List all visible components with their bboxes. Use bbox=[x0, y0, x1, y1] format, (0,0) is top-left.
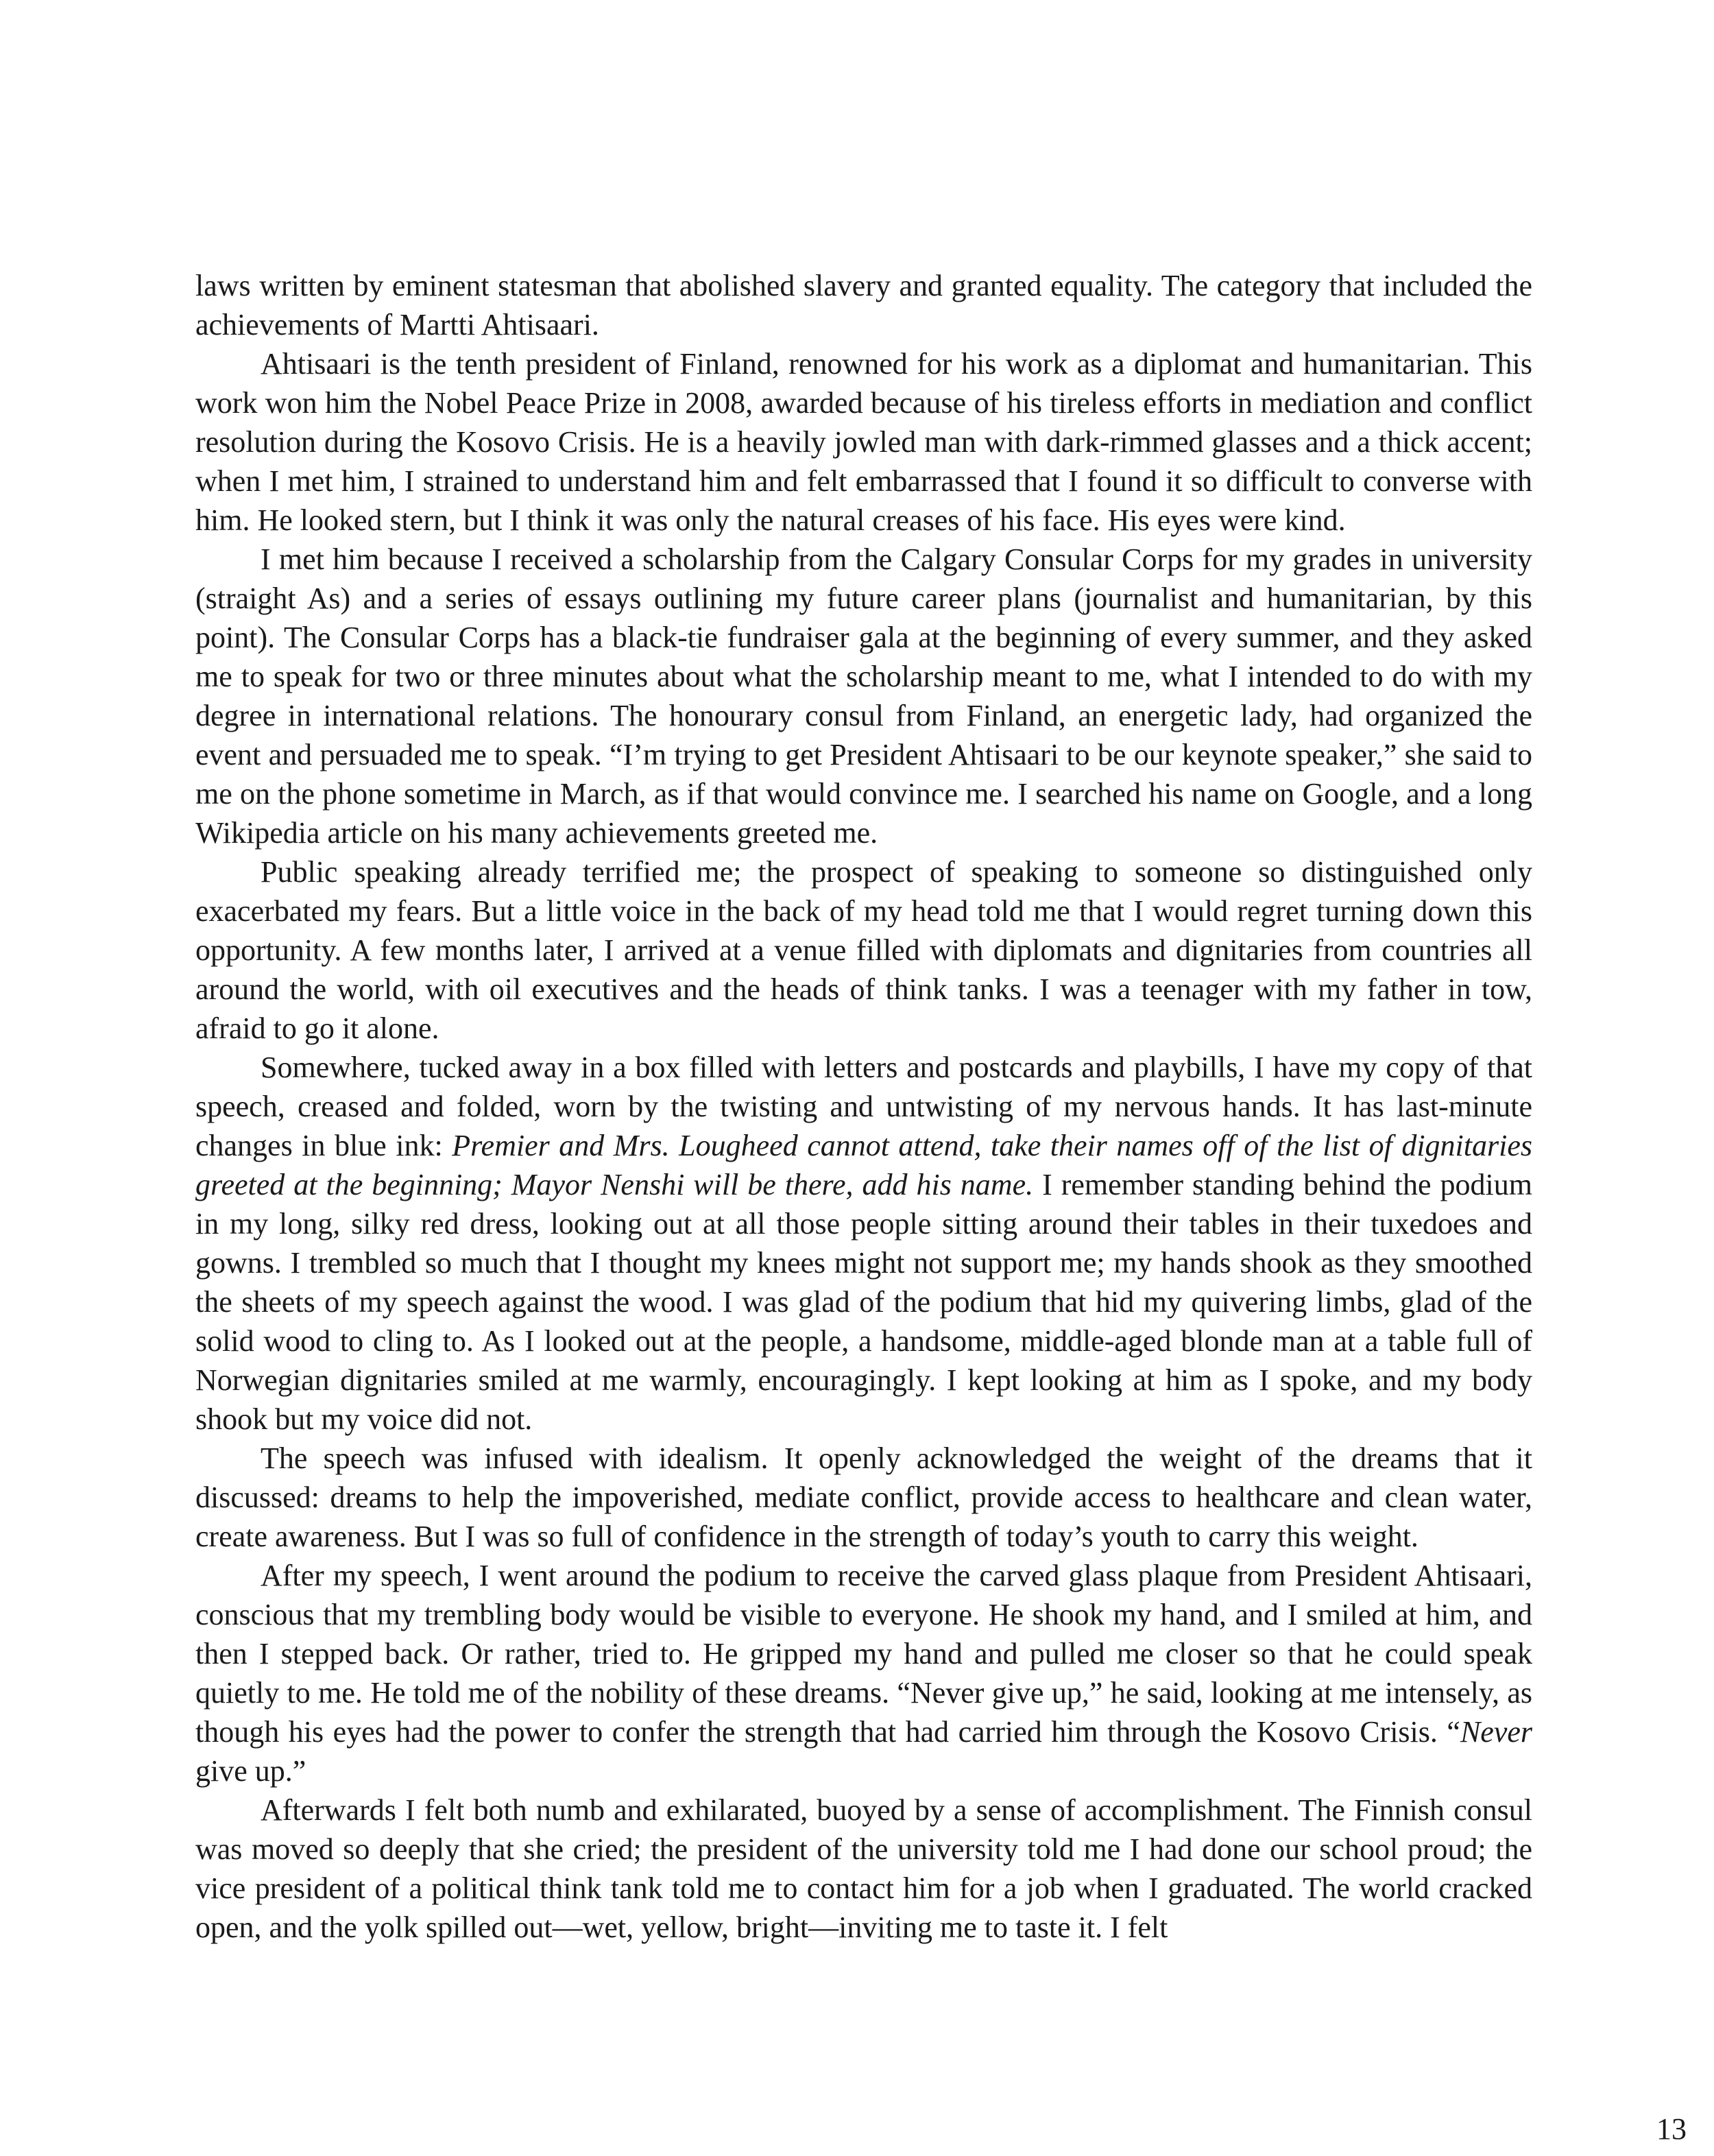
text-run: laws written by eminent statesman that abolished slavery and granted equality. The category that included the achievements of Martti Ahtisaari. bbox=[195, 269, 1532, 342]
text-run: I met him because I received a scholarship from the Calgary Consular Corps for my grades in university (straight As) and a series of essays outlining my future career plans (journalist and humanitarian, by this point). The Consular Corps has a black-tie fundraiser gala at the beginning of every summer, and they asked me to speak for two or three minutes about what the scholarship meant to me, what I intended to do with my degree in international relations. The honourary consul from Finland, an energetic lady, had organized the event and persuaded me to speak. “I’m trying to get President Ahtisaari to be our keynote speaker,” she said to me on the phone sometime in March, as if that would convince me. I searched his name on Google, and a long Wikipedia article on his many achievements greeted me. bbox=[195, 542, 1532, 850]
paragraph bbox=[195, 852, 1532, 1048]
paragraph bbox=[195, 1790, 1532, 1947]
text-run: Ahtisaari is the tenth president of Finland, renowned for his work as a diplomat and humanitarian. This work won him the Nobel Peace Prize in 2008, awarded because of his tireless efforts in mediation and conflict resolution during the Kosovo Crisis. He is a heavily jowled man with dark-rimmed glasses and a thick accent; when I met him, I strained to understand him and felt embarrassed that I found it so difficult to converse with him. He looked stern, but I think it was only the natural creases of his face. His eyes were kind. bbox=[195, 347, 1532, 537]
text-run: Public speaking already terrified me; the prospect of speaking to someone so distinguished only exacerbated my fears. But a little voice in the back of my head told me that I would regret turning down this opportunity. A few months later, I arrived at a venue filled with diplomats and dignitaries from countries all around the world, with oil executives and the heads of think tanks. I was a teenager with my father in tow, afraid to go it alone. bbox=[195, 855, 1532, 1045]
paragraph bbox=[195, 1439, 1532, 1556]
text-run: After my speech, I went around the podium to receive the carved glass plaque from President Ahtisaari, conscious that my trembling body would be visible to everyone. He shook my hand, and I smiled at him, and then I stepped back. Or rather, tried to. He gripped my hand and pulled me closer so that he could speak quietly to me. He told me of the nobility of these dreams. “Never give up,” he said, looking at me intensely, as though his eyes had the power to confer the strength that had carried him through the Kosovo Crisis. “ bbox=[195, 1559, 1532, 1749]
body-text bbox=[195, 266, 1532, 1947]
italic-text-run: Premier and Mrs. Lougheed cannot attend, take their names off of the list of dignitaries greeted at the beginning; Mayor Nenshi will be there, add his name. bbox=[195, 1129, 1532, 1201]
paragraph bbox=[195, 344, 1532, 540]
text-run: Somewhere, tucked away in a box filled with letters and postcards and playbills, I have my copy of that speech, creased and folded, worn by the twisting and untwisting of my nervous hands. It has last-minute changes in blue ink: bbox=[195, 1051, 1532, 1162]
text-run: I remember standing behind the podium in my long, silky red dress, looking out at all those people sitting around their tables in their tuxedoes and gowns. I trembled so much that I thought my knees might not support me; my hands shook as they smoothed the sheets of my speech against the wood. I was glad of the podium that hid my quivering limbs, glad of the solid wood to cling to. As I looked out at the people, a handsome, middle-aged blonde man at a table full of Norwegian dignitaries smiled at me warmly, encouragingly. I kept looking at him as I spoke, and my body shook but my voice did not. bbox=[195, 1168, 1532, 1436]
text-run: The speech was infused with idealism. It openly acknowledged the weight of the dreams that it discussed: dreams to help the impoverished, mediate conflict, provide access to healthcare and clean water, create awareness. But I was so full of confidence in the strength of today’s youth to carry this weight. bbox=[195, 1441, 1532, 1553]
page-number: 13 bbox=[1656, 2112, 1687, 2146]
paragraph bbox=[195, 1048, 1532, 1439]
italic-text-run: Never bbox=[1460, 1715, 1532, 1749]
paragraph bbox=[195, 266, 1532, 344]
paragraph bbox=[195, 540, 1532, 852]
text-run: Afterwards I felt both numb and exhilarated, buoyed by a sense of accomplishment. The Finnish consul was moved so deeply that she cried; the president of the university told me I had done our school proud; the vice president of a political think tank told me to contact him for a job when I graduated. The world cracked open, and the yolk spilled out—wet, yellow, bright—inviting me to taste it. I felt bbox=[195, 1793, 1532, 1944]
text-run: give up.” bbox=[195, 1754, 306, 1788]
paragraph bbox=[195, 1556, 1532, 1790]
